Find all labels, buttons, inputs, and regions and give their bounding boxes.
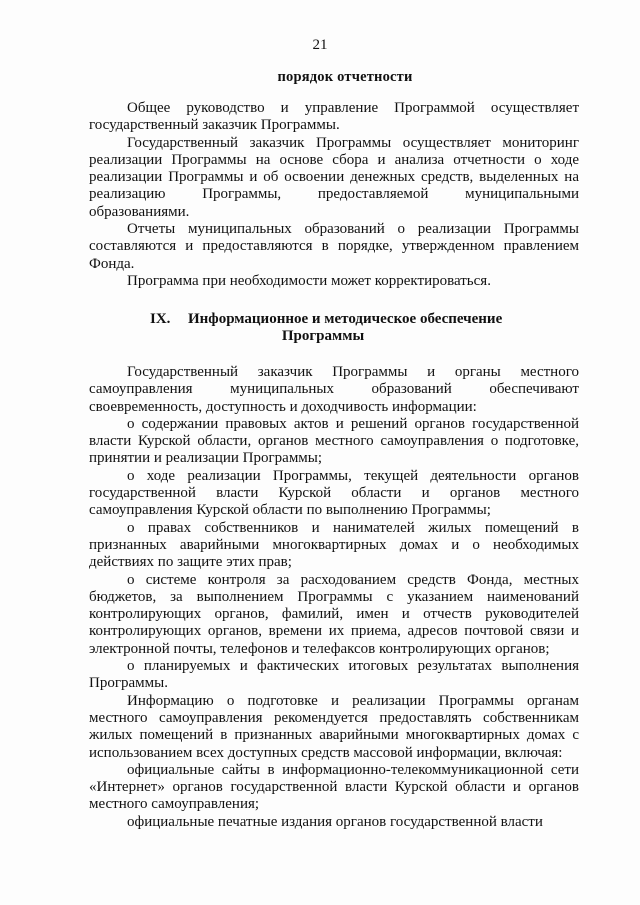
list-item: официальные сайты в информационно-телекоммуникационной сети «Интернет» органов государственной власти Курской области и органов местного самоуправления;	[89, 761, 579, 813]
paragraph: Отчеты муниципальных образований о реализации Программы составляются и предоставляются в порядке, утвержденном правлением Фонда.	[89, 221, 579, 272]
paragraph: Государственный заказчик Программы и органы местного самоуправления муниципальных образований обеспечивают своевременность, доступность и доходчивость информации:	[89, 364, 579, 415]
reporting-section	[89, 100, 579, 290]
section-heading-line1: Информационное и методическое обеспечение	[188, 311, 503, 327]
list-item: о ходе реализации Программы, текущей деятельности органов государственной власти Курской области и органов местного самоуправления Курской области по выполнению Программы;	[89, 467, 579, 519]
list-item: о планируемых и фактических итоговых результатах выполнения Программы.	[89, 658, 579, 692]
paragraph: Общее руководство и управление Программой осуществляет государственный заказчик Программы.	[89, 100, 579, 134]
information-section	[89, 364, 579, 831]
paragraph: Программа при необходимости может корректироваться.	[127, 272, 491, 289]
section-heading-line2: Программы	[281, 328, 365, 344]
page-number: 21	[312, 37, 328, 53]
section-number: IX.	[150, 311, 171, 327]
section-title: порядок отчетности	[277, 69, 413, 85]
list-item: о содержании правовых актов и решений органов государственной власти Курской области, органов местного самоуправления о подготовке, принятии и реализации Программы;	[89, 415, 579, 467]
list-item: о правах собственников и нанимателей жилых помещений в признанных аварийными многоквартирных домах и о необходимых действиях по защите этих прав;	[89, 519, 579, 571]
paragraph: Информацию о подготовке и реализации Программы органам местного самоуправления рекомендуется предоставлять собственникам жилых помещений в признанных аварийными многоквартирных домах с использованием всех доступных средств массовой информации, включая:	[89, 692, 579, 761]
paragraph: Государственный заказчик Программы осуществляет мониторинг реализации Программы на основе сбора и анализа отчетности о ходе реализации Программы и об освоении денежных средств, выделенных на реализацию Программы, предоставляемой муниципальными образованиями.	[89, 134, 579, 220]
list-item: официальные печатные издания органов государственной власти	[127, 813, 543, 830]
list-item: о системе контроля за расходованием средств Фонда, местных бюджетов, за выполнением Программы с указанием наименований контролирующих органов, фамилий, имен и отчеств руководителей контролирующих органов, времени их приема, адресов почтовой связи и электронной почты, телефонов и телефаксов контролирующих органов;	[89, 571, 579, 657]
